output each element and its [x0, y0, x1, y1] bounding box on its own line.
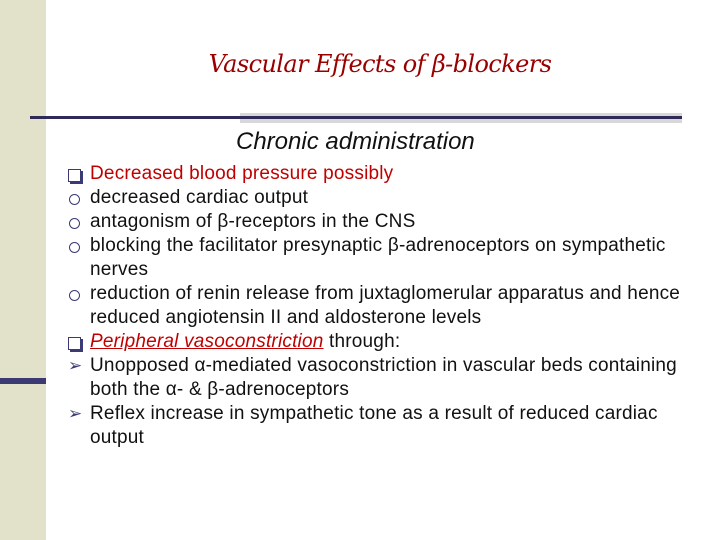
bullet-item — [10, 234, 700, 282]
bullet-text: blocking the facilitator presynaptic β-adrenoceptors on sympathetic nerves — [90, 235, 666, 280]
bullet-text: reduction of renin release from juxtaglomerular apparatus and hence reduced angiotensin II and aldosterone levels — [90, 283, 681, 328]
bullet-text: antagonism of β-receptors in the CNS — [90, 211, 416, 232]
bullet-item — [10, 282, 700, 330]
arrow-bullet-icon: ➢ — [68, 404, 83, 423]
bullet-item — [10, 402, 700, 450]
bullet-item — [10, 186, 700, 210]
title-rule — [30, 116, 682, 119]
bullet-item — [10, 162, 700, 186]
bullet-text: Decreased blood pressure possibly — [90, 163, 394, 184]
peripheral-vasoconstriction-link[interactable]: Peripheral vasoconstriction — [90, 331, 324, 352]
bullet-text: decreased cardiac output — [90, 187, 309, 208]
slide-subtitle: Chronic administration — [236, 128, 475, 155]
bullet-item — [10, 210, 700, 234]
bullet-item — [10, 330, 700, 354]
bullet-text: Unopposed α-mediated vasoconstriction in vascular beds containing both the α- & β-adrenoceptors — [90, 355, 677, 400]
bullet-item — [10, 354, 700, 402]
bullet-list — [10, 162, 700, 450]
arrow-bullet-icon: ➢ — [68, 356, 83, 375]
bullet-text: through: — [323, 331, 401, 352]
slide-title: Vascular Effects of β-blockers — [208, 50, 552, 78]
bullet-text: Reflex increase in sympathetic tone as a result of reduced cardiac output — [90, 403, 658, 448]
